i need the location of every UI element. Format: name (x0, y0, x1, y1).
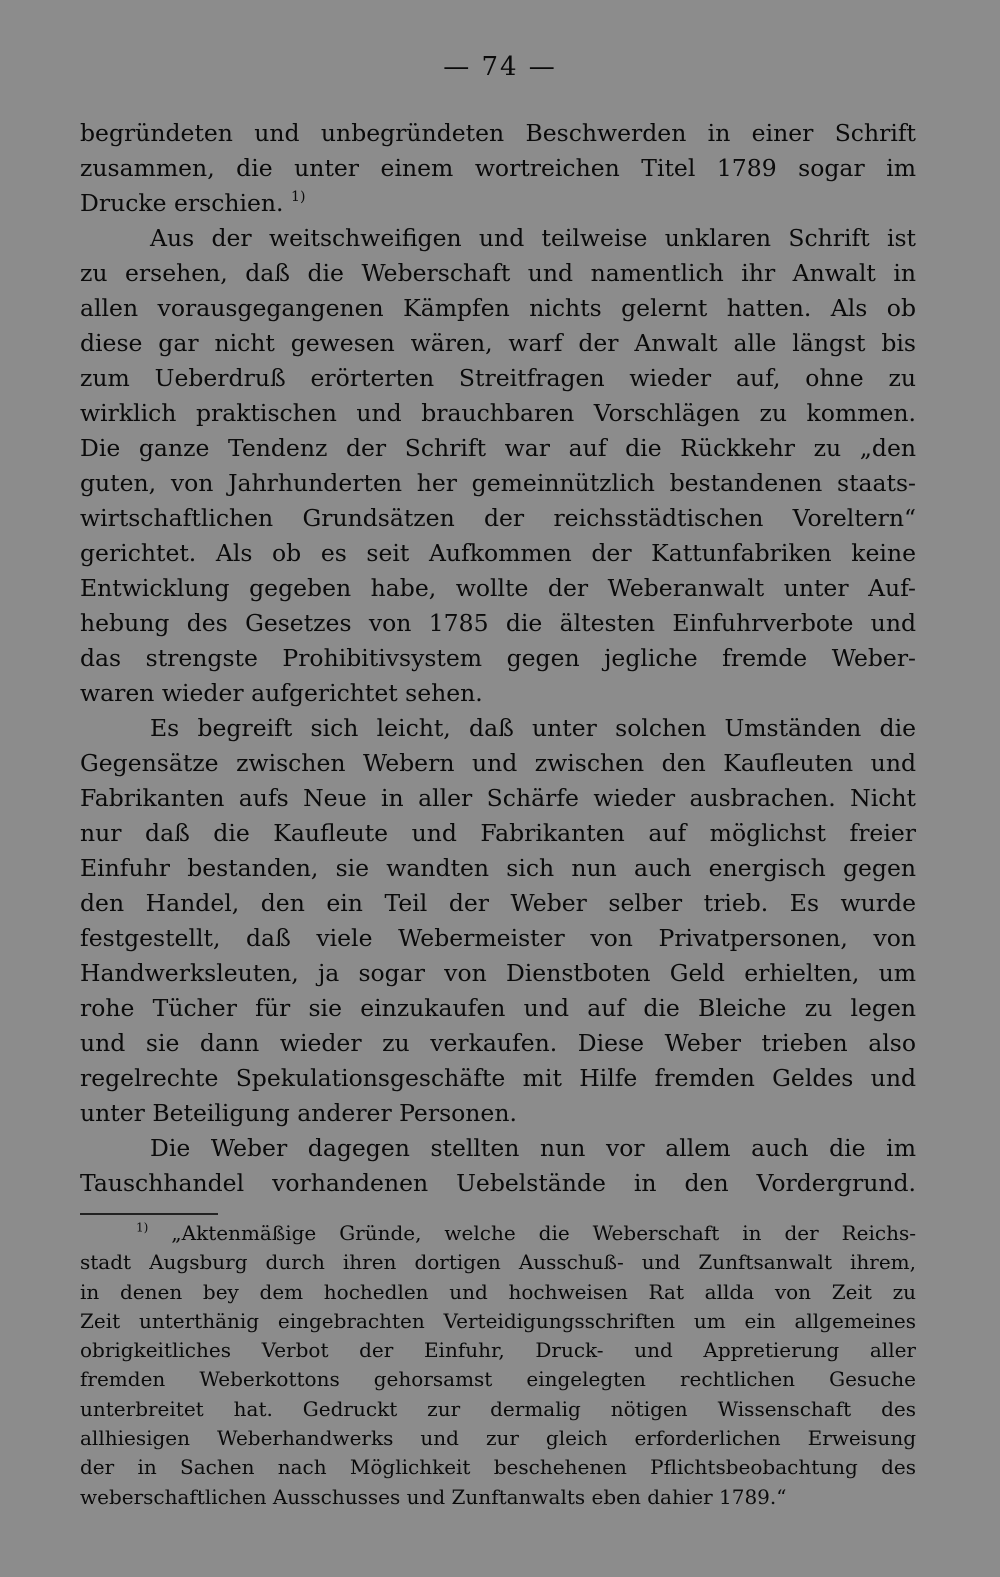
footnote-first-line (80, 1219, 916, 1248)
footnote (80, 1219, 916, 1512)
text-line: waren wieder aufgerichtet sehen. (80, 679, 483, 707)
footnote-line: der in Sachen nach Möglichkeit beschehenen Pflichtsbeobachtung des (80, 1455, 916, 1480)
text-line: festgestellt, daß viele Webermeister von Privatpersonen, von (80, 924, 916, 952)
body-text (80, 116, 916, 1201)
footnote-line: in denen bey dem hochedlen und hochweisen Rat allda von Zeit zu (80, 1279, 916, 1304)
text-line: zum Ueberdruß erörterten Streitfragen wieder auf, ohne zu (80, 364, 916, 392)
text-line: wirklich praktischen und brauchbaren Vorschlägen zu kommen. (80, 399, 916, 427)
text-line: Die ganze Tendenz der Schrift war auf die Rückkehr zu „den (80, 434, 916, 462)
footnote-divider (80, 1213, 218, 1215)
text-line: begründeten und unbegründeten Beschwerden in einer Schrift (80, 119, 916, 147)
text-line-content: Drucke erschien. (80, 189, 284, 217)
text-line: rohe Tücher für sie einzukaufen und auf die Bleiche zu legen (80, 994, 916, 1022)
text-line: hebung des Gesetzes von 1785 die ältesten Einfuhrverbote und (80, 609, 916, 637)
text-line: Entwicklung gegeben habe, wollte der Weberanwalt unter Auf- (80, 574, 916, 602)
text-line: unter Beteiligung anderer Personen. (80, 1099, 517, 1127)
text-line: Gegensätze zwischen Webern und zwischen den Kaufleuten und (80, 749, 916, 777)
footnote-line: obrigkeitliches Verbot der Einfuhr, Druck- und Appretierung aller (80, 1338, 916, 1363)
footnote-line: Zeit unterthänig eingebrachten Verteidigungsschriften um ein allgemeines (80, 1308, 916, 1333)
text-line (80, 186, 916, 221)
text-line: den Handel, den ein Teil der Weber selber trieb. Es wurde (80, 889, 916, 917)
paragraph-start-line: Aus der weitschweifigen und teilweise unklaren Schrift ist (150, 224, 916, 252)
text-line: Handwerksleuten, ja sogar von Dienstboten Geld erhielten, um (80, 959, 916, 987)
footnote-reference: 1) (291, 189, 306, 206)
footnote-line: stadt Augsburg durch ihren dortigen Ausschuß- und Zunftsanwalt ihrem, (80, 1250, 916, 1275)
footnote-line-content: „Aktenmäßige Gründe, welche die Weberschaft in der Reichs- (171, 1221, 916, 1245)
text-line: Einfuhr bestanden, sie wandten sich nun auch energisch gegen (80, 854, 916, 882)
text-line: diese gar nicht gewesen wären, warf der Anwalt alle längst bis (80, 329, 916, 357)
text-line: und sie dann wieder zu verkaufen. Diese Weber trieben also (80, 1029, 916, 1057)
footnote-line: unterbreitet hat. Gedruckt zur dermalig nötigen Wissenschaft des (80, 1396, 916, 1421)
text-line: guten, von Jahrhunderten her gemeinnützlich bestandenen staats- (80, 469, 916, 497)
text-line: Tauschhandel vorhandenen Uebelstände in den Vordergrund. (80, 1169, 916, 1197)
text-line: nur daß die Kaufleute und Fabrikanten auf möglichst freier (80, 819, 916, 847)
text-line: allen vorausgegangenen Kämpfen nichts gelernt hatten. Als ob (80, 294, 916, 322)
footnote-line: allhiesigen Weberhandwerks und zur gleich erforderlichen Erweisung (80, 1426, 916, 1451)
paragraph-start-line: Es begreift sich leicht, daß unter solchen Umständen die (150, 714, 916, 742)
text-line: zu ersehen, daß die Weberschaft und namentlich ihr Anwalt in (80, 259, 916, 287)
text-line: Fabrikanten aufs Neue in aller Schärfe wieder ausbrachen. Nicht (80, 784, 916, 812)
text-line: das strengste Prohibitivsystem gegen jegliche fremde Weber- (80, 644, 916, 672)
paragraph-start-line: Die Weber dagegen stellten nun vor allem auch die im (150, 1134, 916, 1162)
page-number: — 74 — (443, 52, 557, 82)
footnote-line: fremden Weberkottons gehorsamst eingelegten rechtlichen Gesuche (80, 1367, 916, 1392)
text-line: regelrechte Spekulationsgeschäfte mit Hilfe fremden Geldes und (80, 1064, 916, 1092)
footnote-line: weberschaftlichen Ausschusses und Zunftanwalts eben dahier 1789.“ (80, 1484, 787, 1509)
text-line: zusammen, die unter einem wortreichen Titel 1789 sogar im (80, 154, 916, 182)
footnote-marker: 1) (136, 1220, 149, 1235)
text-line: wirtschaftlichen Grundsätzen der reichsstädtischen Voreltern“ (80, 504, 916, 532)
text-line: gerichtet. Als ob es seit Aufkommen der Kattunfabriken keine (80, 539, 916, 567)
